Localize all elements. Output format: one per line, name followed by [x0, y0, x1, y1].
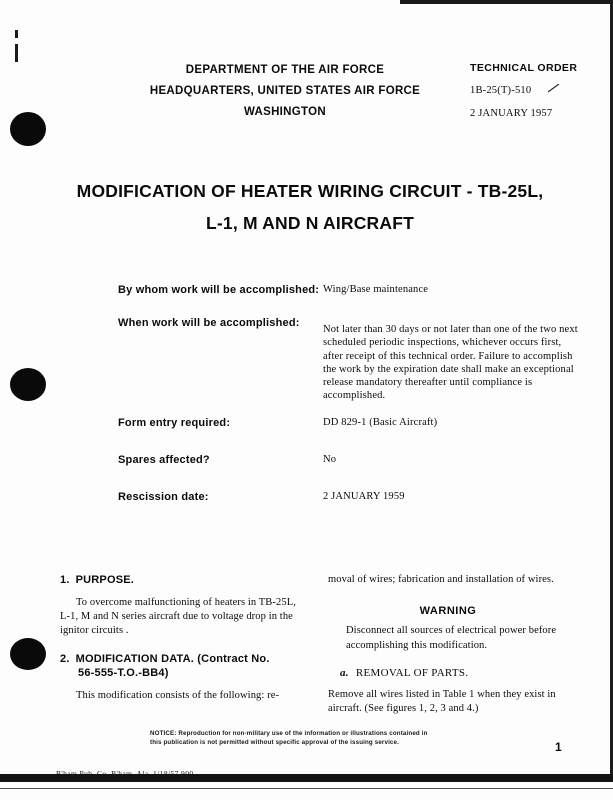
definition-row	[118, 316, 578, 402]
page-number: 1	[555, 740, 562, 754]
scan-edge-top-right	[400, 0, 613, 4]
definition-value: Wing/Base maintenance	[323, 284, 429, 295]
agency-line-1: DEPARTMENT OF THE AIR FORCE	[185, 64, 385, 76]
technical-order-label: TECHNICAL ORDER	[470, 62, 578, 74]
definition-term: Spares affected?	[118, 453, 210, 466]
margin-mark-tick	[15, 44, 18, 62]
warning-text: Disconnect all sources of electrical power before accomplishing this modification.	[346, 625, 557, 651]
definition-term: Rescission date:	[118, 490, 209, 503]
definition-value: No	[323, 453, 337, 465]
definition-value: Not later than 30 days or not later than one of the two next scheduled periodic inspections, whichever occurs first, after receipt of this technical order. Failure to accomplish the work by the expiration date shall make an exceptional release mandatory thereafter until compliance is accomplished.	[323, 324, 578, 402]
margin-punch-blob-2	[10, 368, 46, 401]
section-spacer	[60, 638, 300, 652]
section-2-number: 2.	[60, 653, 70, 665]
section-2-paragraph: This modification consists of the following: re-	[76, 690, 280, 701]
subsection-a-title: REMOVAL OF PARTS.	[355, 667, 469, 679]
definition-row	[118, 490, 578, 503]
margin-punch-blob-3	[10, 638, 46, 670]
compliance-definition-list	[118, 283, 578, 503]
reproduction-notice-line-2: this publication is not permitted without specific approval of the issuing service.	[150, 739, 399, 746]
technical-order-date: 2 JANUARY 1957	[470, 108, 553, 119]
definition-row	[118, 453, 578, 466]
definition-row	[118, 283, 578, 296]
definition-term: When work will be accomplished:	[118, 317, 300, 330]
subsection-a-heading	[328, 667, 568, 679]
technical-order-number: 1B-25(T)-510	[470, 85, 532, 96]
section-2-paragraph-continued: moval of wires; fabrication and installation of wires.	[328, 574, 554, 585]
reproduction-notice	[150, 729, 530, 747]
page-title-line-2: L-1, M AND N AIRCRAFT	[205, 213, 415, 233]
body-column-right	[328, 573, 568, 716]
pencil-tick-mark	[548, 84, 560, 93]
body-columns	[60, 573, 570, 716]
section-1-title: PURPOSE.	[75, 574, 135, 586]
agency-header	[120, 60, 450, 123]
page-title	[60, 175, 560, 239]
page-title-line-1: MODIFICATION OF HEATER WIRING CIRCUIT - TB-25L,	[76, 181, 544, 201]
warning-title: WARNING	[419, 605, 477, 617]
section-2-title-continued: 56-555-T.O.-BB4)	[78, 667, 169, 679]
definition-row	[118, 416, 578, 429]
margin-mark-tick-top	[15, 30, 18, 38]
section-2-title: MODIFICATION DATA. (Contract No.	[75, 653, 270, 665]
margin-punch-blob-1	[10, 112, 46, 146]
subsection-a-paragraph: Remove all wires listed in Table 1 when they exist in aircraft. (See figures 1, 2, 3 and 4.)	[328, 689, 556, 714]
definition-value: 2 JANUARY 1959	[323, 490, 405, 502]
body-column-left	[60, 573, 300, 716]
subsection-a-letter: a.	[340, 667, 349, 679]
definition-term: Form entry required:	[118, 417, 231, 430]
section-1-number: 1.	[60, 574, 70, 586]
section-2-heading	[60, 652, 300, 680]
printer-imprint: B'ham Pub. Co. B'ham, Ala. 1/18/57 900	[56, 769, 194, 778]
section-1-heading	[60, 573, 300, 587]
scan-edge-bottom-thin	[0, 788, 613, 789]
agency-line-2: HEADQUARTERS, UNITED STATES AIR FORCE	[149, 85, 421, 97]
technical-order-block	[470, 62, 600, 119]
section-1-paragraph: To overcome malfunctioning of heaters in TB-25L, L-1, M and N series aircraft due to voltage drop in the ignitor circuits .	[60, 597, 296, 636]
definition-term: By whom work will be accomplished:	[118, 284, 320, 296]
agency-line-3: WASHINGTON	[243, 106, 326, 118]
reproduction-notice-line-1: NOTICE: Reproduction for non-military use of the information or illustrations contained in	[150, 730, 428, 737]
definition-value: DD 829-1 (Basic Aircraft)	[323, 417, 438, 429]
